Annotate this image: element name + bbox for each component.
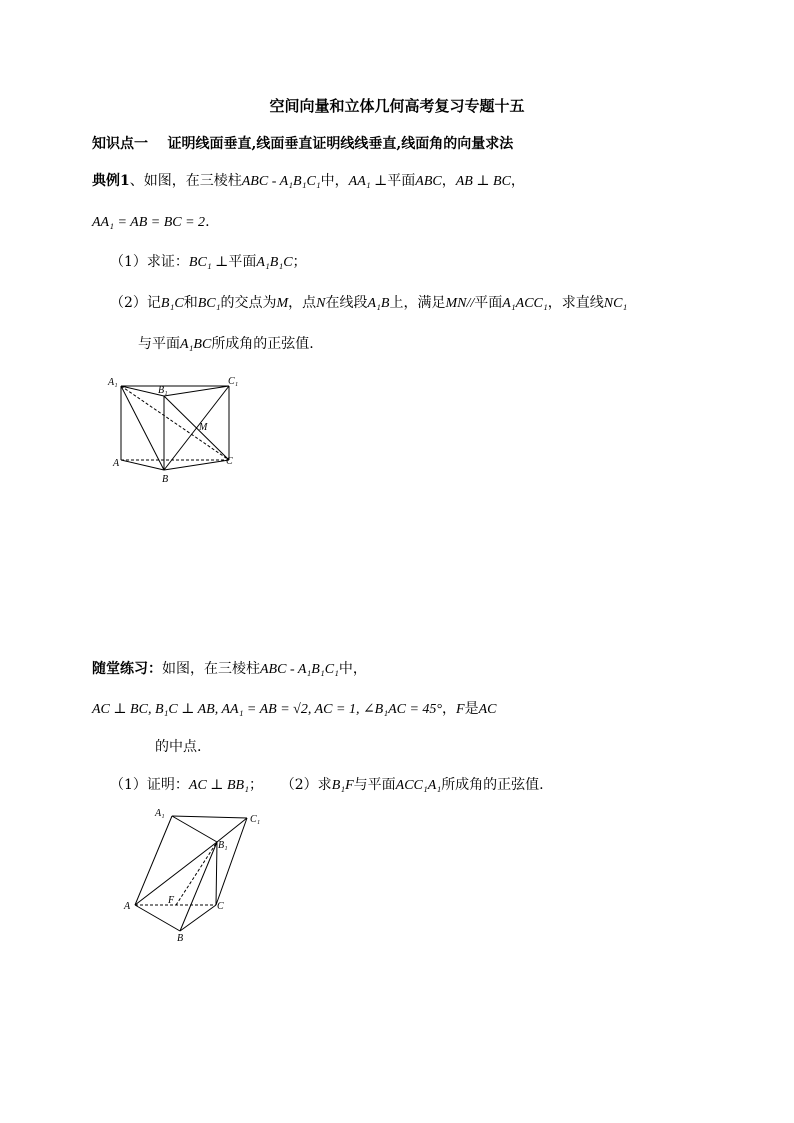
- segment: [121, 386, 164, 470]
- question-math: A₁B₁C: [256, 255, 293, 270]
- label-B1: B₁: [158, 385, 168, 396]
- hidden-segment: [176, 842, 217, 905]
- edge: [216, 818, 247, 905]
- label-B1: B₁: [218, 840, 228, 851]
- segment: [164, 386, 229, 470]
- example1-line1: [92, 171, 525, 192]
- text: 平面: [228, 254, 257, 270]
- edge: [121, 460, 164, 470]
- label-A1: A₁: [108, 377, 118, 388]
- text: .: [205, 214, 210, 230]
- math: A₁BC: [180, 337, 212, 352]
- practice-line1: [92, 659, 367, 680]
- math: NC₁: [603, 296, 628, 311]
- figure2-prism-diagram: [120, 805, 270, 945]
- math: A₁ACC₁: [502, 296, 548, 311]
- condition-math: AB ⊥ BC: [455, 174, 511, 189]
- edge: [135, 905, 180, 931]
- label-C: C: [217, 901, 224, 912]
- question-math: AC ⊥ BB₁: [188, 778, 249, 793]
- text: 上，满足: [389, 295, 446, 311]
- example1-question2: [110, 293, 627, 314]
- figure2-edges: [135, 816, 247, 931]
- math: F: [456, 702, 465, 717]
- math: MN//: [445, 296, 475, 311]
- text: 平面: [474, 295, 503, 311]
- edge: [164, 386, 229, 396]
- example1-line2: [92, 212, 210, 233]
- condition-math: AC ⊥ BC, B₁C ⊥ AB, AA₁ = AB = √2, AC = 1, ∠B₁AC = 45°: [92, 702, 443, 717]
- practice-line3: 的中点.: [155, 739, 202, 755]
- label-B: B: [177, 933, 184, 944]
- math: A₁B: [367, 296, 390, 311]
- text: ，: [441, 173, 456, 189]
- math: ACC₁A₁: [395, 778, 442, 793]
- text: 平面: [387, 173, 416, 189]
- figure1-prism-diagram: [100, 372, 250, 490]
- text: ，求直线: [547, 295, 604, 311]
- math: B₁C: [160, 296, 184, 311]
- math: BC₁: [197, 296, 221, 311]
- label-B: B: [162, 474, 169, 485]
- text: 所成角的正弦值.: [211, 336, 314, 352]
- question-number: （1）求证：: [110, 254, 189, 270]
- practice-intro: 如图，在三棱柱: [162, 661, 260, 677]
- text: 与平面: [353, 777, 396, 793]
- question-math: BC₁ ⊥: [188, 255, 229, 270]
- text: 与平面: [138, 336, 180, 352]
- text: ，: [510, 173, 525, 189]
- prism-name: ABC - A₁B₁C₁: [260, 662, 339, 677]
- label-C1: C₁: [250, 814, 261, 825]
- text: 是: [464, 701, 479, 717]
- label-A: A: [124, 901, 131, 912]
- edge: [172, 816, 247, 818]
- math: AC: [478, 702, 497, 717]
- question-number: （2）求: [280, 777, 332, 793]
- text: 中，: [338, 661, 367, 677]
- practice-label: 随堂练习：: [92, 661, 162, 677]
- edge: [164, 460, 229, 470]
- label-A1: A₁: [155, 808, 165, 819]
- hidden-segment: [121, 386, 229, 460]
- text: ；: [292, 254, 307, 270]
- example1-question2-line2: [138, 334, 314, 355]
- text: 在线段: [325, 295, 368, 311]
- label-C: C: [226, 456, 233, 467]
- text: 和: [183, 295, 198, 311]
- condition-math: ABC: [415, 174, 442, 189]
- label-M: M: [199, 422, 208, 433]
- section-topic: 证明线面垂直,线面垂直证明线线垂直,线面角的向量求法: [167, 136, 514, 152]
- text: 的交点为: [220, 295, 277, 311]
- section-label: 知识点一: [92, 136, 148, 152]
- label-C1: C₁: [228, 376, 239, 387]
- segment: [216, 842, 217, 905]
- example1-label: 典例1: [92, 173, 130, 189]
- example1-question1: [110, 252, 307, 273]
- question-number: （2）记: [110, 295, 161, 311]
- math: M: [276, 296, 289, 311]
- label-A: A: [113, 458, 120, 469]
- practice-line2: [92, 699, 497, 720]
- practice-questions: [110, 775, 544, 796]
- math: N: [316, 296, 326, 311]
- prism-name: ABC - A₁B₁C₁: [241, 174, 321, 189]
- math: B₁F: [331, 778, 354, 793]
- page-title: 空间向量和立体几何高考复习专题十五: [269, 97, 525, 115]
- label-F: F: [168, 895, 175, 906]
- condition-math: AA₁ ⊥: [348, 174, 388, 189]
- segment: [135, 842, 217, 905]
- condition-math: AA₁ = AB = BC = 2: [92, 215, 206, 230]
- text: ，: [442, 701, 457, 717]
- example1-intro: 、如图，在三棱柱: [129, 173, 242, 189]
- section-heading: [92, 134, 513, 154]
- text: ；: [248, 777, 263, 793]
- edge: [172, 816, 217, 842]
- text: 所成角的正弦值.: [441, 777, 544, 793]
- question-number: （1）证明：: [110, 777, 189, 793]
- edge: [135, 816, 172, 905]
- text: 中，: [320, 173, 349, 189]
- text: ，点: [288, 295, 317, 311]
- figure1-edges: [121, 386, 229, 470]
